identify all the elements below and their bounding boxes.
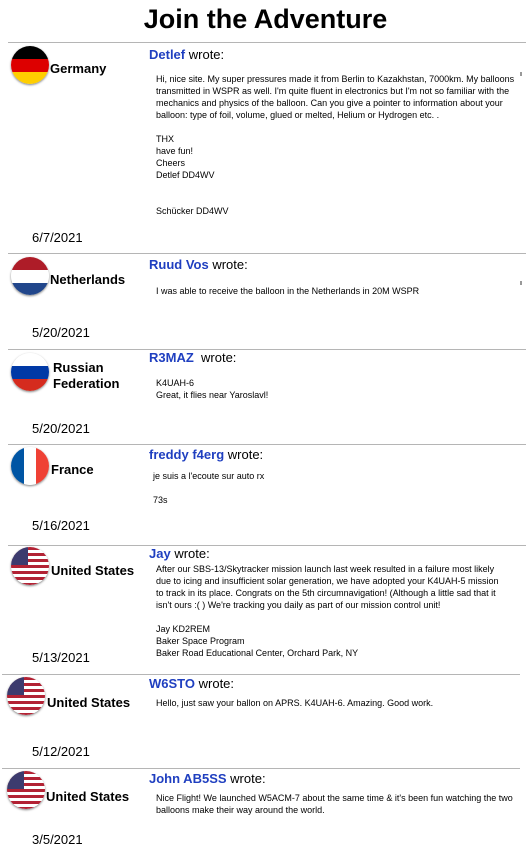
entry-date: 3/5/2021 [32,832,83,847]
country-label: United States [51,563,135,578]
message-text: K4UAH-6 Great, it flies near Yaroslavl! [156,378,269,400]
germany-flag-icon [11,46,49,84]
wrote-label: wrote: [198,676,235,691]
entry-date: 5/16/2021 [32,518,90,533]
entry-divider [8,444,526,445]
author-name-link[interactable]: Ruud Vos [149,257,209,272]
message-text: I was able to receive the balloon in the Netherlands in 20M WSPR [156,286,420,296]
entry-divider [8,42,526,43]
message-text: Hello, just saw your ballon on APRS. K4UAH-6. Amazing. Good work. [156,698,434,708]
entry-date: 5/20/2021 [32,421,90,436]
entry-divider [2,674,520,675]
entry-date: 5/13/2021 [32,650,90,665]
author-line [149,771,266,787]
author-line [149,350,236,366]
country-label: Germany [50,61,107,76]
usa-flag-icon [11,547,49,585]
entry-date: 6/7/2021 [32,230,83,245]
message-text: Nice Flight! We launched W5ACM-7 about the same time & it's been fun watching the two balloons make their way around the world. [156,793,516,815]
wrote-label: wrote: [227,447,264,462]
author-name-link[interactable]: Detlef [149,47,186,62]
wrote-label: wrote: [230,771,266,786]
entry-date: 5/20/2021 [32,325,90,340]
country-label: France [51,462,94,477]
guestbook-entry [0,768,531,850]
wrote-label: wrote: [188,47,225,62]
message-text: Hi, nice site. My super pressures made it from Berlin to Kazakhstan, 7000km. My balloons transmitted in WSPR as well. I'm quite fluent in electronics but I'm not so familiar with the mechanics and physics of the balloon. Can you give a pointer to information about your balloon: type of foil, volume, glued or melted, Helium or Hydrogen etc. . THX have fun! Cheers Detlef DD4WV Schücker DD4WV [156,74,515,216]
author-line [149,257,248,273]
author-line [149,447,263,463]
country-label: United States [46,789,130,804]
entry-divider [2,768,520,769]
author-line [149,676,234,692]
country-label: Russian Federation [53,360,120,391]
entry-divider [8,545,526,546]
country-label: Netherlands [50,272,126,287]
author-line [149,546,210,562]
guestbook-entry [0,674,531,767]
author-name-link[interactable]: R3MAZ [149,350,194,365]
guestbook-entry [0,349,531,443]
netherlands-flag-icon [11,257,49,295]
author-name-link[interactable]: freddy f4erg [149,447,225,462]
author-name-link[interactable]: W6STO [149,676,195,691]
guestbook-entry [0,444,531,544]
wrote-label: wrote: [212,257,248,272]
wrote-label: wrote: [197,350,237,365]
author-line [149,47,224,63]
scroll-marker [520,281,522,285]
wrote-label: wrote: [174,546,210,561]
author-name-link[interactable]: Jay [149,546,171,561]
usa-flag-icon [7,771,45,809]
guestbook-entry [0,253,531,348]
entry-divider [8,253,526,254]
entry-date: 5/12/2021 [32,744,90,759]
author-name-link[interactable]: John AB5SS [149,771,227,786]
page-title: Join the Adventure [143,4,388,34]
message-text: je suis a l'ecoute sur auto rx 73s [153,471,265,505]
guestbook-entry [0,545,531,673]
country-label: United States [47,695,131,710]
france-flag-icon [11,447,49,485]
guestbook-entry [0,42,531,252]
scroll-marker [520,72,522,76]
entry-divider [8,349,526,350]
usa-flag-icon [7,677,45,715]
message-text: After our SBS-13/Skytracker mission launch last week resulted in a failure most likely due to icing and insufficient solar generation, we have adopted your K4UAH-5 mission to track in its place. Congrats on the 5th circumnavigation! (Although a little sad that it isn't ours :( ) We're tracking you daily as part of our mission control unit! Jay KD2REM Baker Space Program Baker Road Educational Center, Orchard Park, NY [156,564,499,658]
russia-flag-icon [11,353,49,391]
